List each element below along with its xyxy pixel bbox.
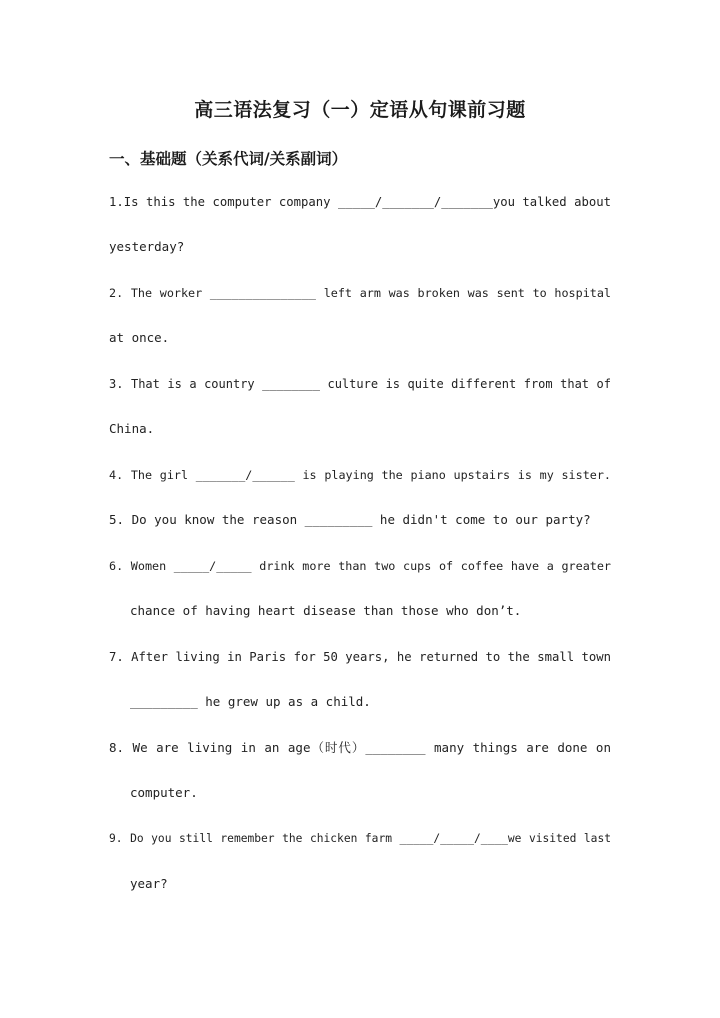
- question-2-line-1: 2. The worker _______________ left arm was broken was sent to hospital: [109, 286, 611, 300]
- question-2-line-2: at once.: [109, 330, 170, 345]
- question-4-line-1: 4. The girl _______/______ is playing the piano upstairs is my sister.: [109, 468, 611, 482]
- question-1-line-2: yesterday?: [109, 239, 185, 254]
- question-3-line-1: 3. That is a country ________ culture is quite different from that of: [109, 377, 611, 391]
- section-heading: 一、基础题（关系代词/关系副词）: [109, 149, 348, 168]
- question-9-line-2: year?: [130, 876, 168, 891]
- question-7-line-1: 7. After living in Paris for 50 years, he returned to the small town: [109, 650, 611, 664]
- question-3-line-2: China.: [109, 421, 155, 436]
- question-8-line-2: computer.: [130, 785, 198, 800]
- question-5-line-1: 5. Do you know the reason _________ he didn't come to our party?: [109, 512, 591, 527]
- question-1-line-1: 1.Is this the computer company _____/_______/_______you talked about: [109, 195, 611, 209]
- question-6-line-1: 6. Women _____/_____ drink more than two cups of coffee have a greater: [109, 559, 611, 573]
- question-7-line-2: _________ he grew up as a child.: [130, 694, 371, 709]
- page-title: 高三语法复习（一）定语从句课前习题: [194, 99, 526, 121]
- question-8-line-1: 8. We are living in an age（时代）________ many things are done on: [109, 740, 611, 755]
- question-6-line-2: chance of having heart disease than those who don’t.: [130, 603, 522, 618]
- question-9-line-1: 9. Do you still remember the chicken farm _____/_____/____we visited last: [109, 832, 611, 845]
